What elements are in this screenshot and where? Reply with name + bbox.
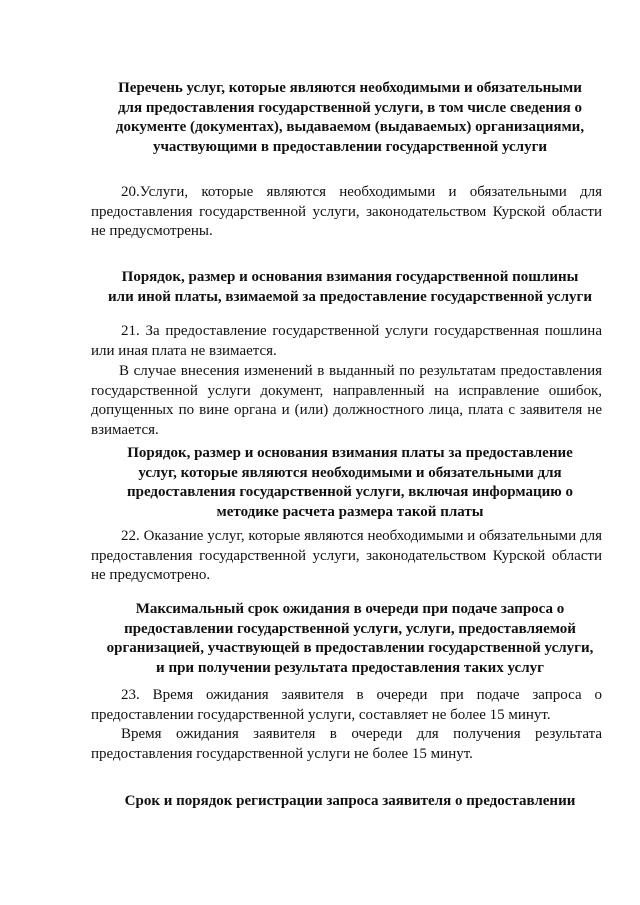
heading-line: предоставлении государственной услуги, услуги, предоставляемой — [124, 620, 576, 637]
heading-line: услуг, которые являются необходимыми и обязательными для — [138, 464, 562, 481]
heading-line: документе (документах), выдаваемом (выдаваемых) организациями, — [115, 119, 585, 135]
paragraph-22: 22. Оказание услуг, которые являются необходимыми и обязательными для предоставления государственной услуги, законодательством Курской области не предусмотрено. — [91, 528, 602, 584]
section-heading-services-list — [90, 79, 610, 157]
heading-line: Максимальный срок ожидания в очереди при подаче запроса о — [135, 601, 565, 617]
heading-line: и при получении результата предоставления таких услуг — [156, 659, 544, 676]
heading-line: участвующими в предоставлении государственной услуги — [152, 138, 548, 155]
paragraph-23: 23. Время ожидания заявителя в очереди при подаче запроса о предоставлении государственной услуги, составляет не более 15 минут. — [91, 687, 602, 723]
heading-line: Срок и порядок регистрации запроса заявителя о предоставлении — [124, 793, 576, 809]
paragraph-21: 21. За предоставление государственной услуги государственная пошлина или иная плата не взимается. — [91, 323, 602, 359]
heading-line: предоставления государственной услуги, включая информацию о — [126, 484, 574, 500]
paragraph-21-amendments: В случае внесения изменений в выданный по результатам предоставления государственной услуги документ, направленный на исправление ошибок, допущенных по вине органа и (или) должностного лица, плата с заявителя не взимается. — [91, 363, 602, 438]
heading-line: Порядок, размер и основания взимания государственной пошлины — [121, 269, 579, 285]
heading-line: или иной платы, взимаемой за предоставление государственной услуги — [108, 288, 592, 305]
paragraph-23-result: Время ожидания заявителя в очереди для получения результата предоставления государственной услуги не более 15 минут. — [91, 726, 602, 762]
section-heading-registration — [90, 792, 610, 812]
section-heading-state-fee — [90, 268, 610, 307]
section-heading-service-fee — [90, 444, 610, 522]
heading-line: для предоставления государственной услуги, в том числе сведения о — [117, 99, 583, 116]
section-heading-queue-time — [90, 600, 610, 678]
heading-line: Перечень услуг, которые являются необходимыми и обязательными — [118, 80, 582, 96]
paragraph-20: 20.Услуги, которые являются необходимыми и обязательными для предоставления государственной услуги, законодательством Курской области не предусмотрены. — [91, 184, 602, 240]
heading-line: Порядок, размер и основания взимания платы за предоставление — [127, 445, 573, 461]
heading-line: организацией, участвующей в предоставлении государственной услуги, — [106, 640, 594, 656]
heading-line: методике расчета размера такой платы — [216, 503, 484, 520]
